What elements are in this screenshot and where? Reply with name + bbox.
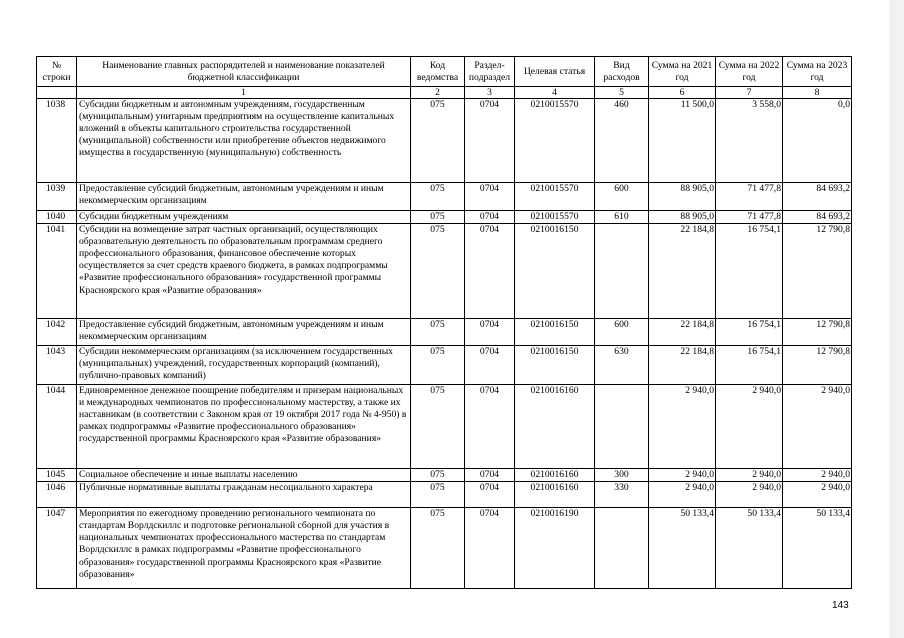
target-code: 0210016190 [515, 508, 595, 589]
section-code: 0704 [465, 482, 515, 508]
sum-2021: 2 940,0 [649, 482, 716, 508]
table-row [37, 346, 852, 385]
sum-2022: 3 558,0 [716, 99, 783, 183]
dept-code: 075 [411, 211, 465, 224]
dept-code: 075 [411, 482, 465, 508]
dept-code: 075 [411, 346, 465, 385]
column-number: 8 [783, 87, 852, 99]
sum-2022: 2 940,0 [716, 385, 783, 469]
sum-2021: 50 133,4 [649, 508, 716, 589]
row-name: Предоставление субсидий бюджетным, автономным учреждениям и иным некоммерческим организациям [77, 183, 411, 211]
row-number: 1042 [37, 319, 77, 346]
row-number: 1040 [37, 211, 77, 224]
sum-2022: 71 477,8 [716, 183, 783, 211]
dept-code: 075 [411, 224, 465, 319]
header-name: Наименование главных распорядителей и наименование показателей бюджетной классификации [77, 57, 411, 87]
sum-2021: 2 940,0 [649, 469, 716, 482]
row-name: Субсидии бюджетным и автономным учреждениям, государственным (муниципальным) унитарным предприятиям на осуществление капитальных вложений в объекты капитального строительства государственной (муниципальной) собственности или приобретение объектов недвижимого имущества в государственную (муниципальную) собственность [77, 99, 411, 183]
column-number: 4 [515, 87, 595, 99]
row-number: 1039 [37, 183, 77, 211]
section-code: 0704 [465, 346, 515, 385]
scan-margin [889, 0, 904, 638]
sum-2023: 12 790,8 [783, 346, 852, 385]
header-sum-2022: Сумма на 2022 год [716, 57, 783, 87]
sum-2023: 12 790,8 [783, 319, 852, 346]
dept-code: 075 [411, 469, 465, 482]
sum-2023: 2 940,0 [783, 385, 852, 469]
dept-code: 075 [411, 183, 465, 211]
column-number [37, 87, 77, 99]
expense-type: 300 [595, 469, 649, 482]
header-exp-type: Вид расходов [595, 57, 649, 87]
expense-type [595, 224, 649, 319]
row-number: 1038 [37, 99, 77, 183]
header-row-no: № строки [37, 57, 77, 87]
sum-2023: 2 940,0 [783, 469, 852, 482]
sum-2023: 0,0 [783, 99, 852, 183]
target-code: 0210015570 [515, 211, 595, 224]
header-row [37, 57, 852, 87]
page-number: 143 [832, 600, 849, 611]
table-row [37, 482, 852, 508]
expense-type: 600 [595, 183, 649, 211]
column-number: 6 [649, 87, 716, 99]
column-number-row [37, 87, 852, 99]
sum-2022: 2 940,0 [716, 469, 783, 482]
header-sum-2021: Сумма на 2021 год [649, 57, 716, 87]
row-name: Публичные нормативные выплаты гражданам несоциального характера [77, 482, 411, 508]
column-number: 3 [465, 87, 515, 99]
row-name: Единовременное денежное поощрение победителям и призерам национальных и международных чемпионатов по профессиональному мастерству, а также их наставникам (в соответствии с Законом края от 19 октября 2017 года № 4-950) в рамках подпрограммы «Развитие профессионального образования» государственной программы Красноярского края «Развитие образования» [77, 385, 411, 469]
target-code: 0210016160 [515, 482, 595, 508]
column-number: 7 [716, 87, 783, 99]
table-row [37, 99, 852, 183]
section-code: 0704 [465, 99, 515, 183]
table-row [37, 508, 852, 589]
header-sum-2023: Сумма на 2023 год [783, 57, 852, 87]
header-dept-code: Код ведомства [411, 57, 465, 87]
section-code: 0704 [465, 469, 515, 482]
sum-2022: 16 754,1 [716, 346, 783, 385]
section-code: 0704 [465, 211, 515, 224]
target-code: 0210016150 [515, 346, 595, 385]
row-name: Субсидии некоммерческим организациям (за исключением государственных (муниципальных) учреждений, государственных корпораций (компаний), публично-правовых компаний) [77, 346, 411, 385]
sum-2023: 50 133,4 [783, 508, 852, 589]
target-code: 0210016150 [515, 224, 595, 319]
table-row [37, 385, 852, 469]
section-code: 0704 [465, 183, 515, 211]
expense-type: 610 [595, 211, 649, 224]
dept-code: 075 [411, 385, 465, 469]
sum-2021: 88 905,0 [649, 183, 716, 211]
sum-2023: 84 693,2 [783, 183, 852, 211]
dept-code: 075 [411, 99, 465, 183]
row-number: 1047 [37, 508, 77, 589]
row-name: Субсидии бюджетным учреждениям [77, 211, 411, 224]
section-code: 0704 [465, 319, 515, 346]
sum-2021: 2 940,0 [649, 385, 716, 469]
row-name: Мероприятия по ежегодному проведению регионального чемпионата по стандартам Ворлдскиллс и подготовке региональной сборной для участия в национальных чемпионатах профессионального мастерства по стандартам Ворлдскиллс в рамках подпрограммы «Развитие профессионального образования» государственной программы Красноярского края «Развитие образования» [77, 508, 411, 589]
header-target: Целевая статья [515, 57, 595, 87]
sum-2022: 71 477,8 [716, 211, 783, 224]
column-number: 2 [411, 87, 465, 99]
target-code: 0210016160 [515, 385, 595, 469]
table-row [37, 319, 852, 346]
sum-2021: 22 184,8 [649, 224, 716, 319]
expense-type: 330 [595, 482, 649, 508]
row-number: 1043 [37, 346, 77, 385]
sum-2022: 50 133,4 [716, 508, 783, 589]
expense-type: 460 [595, 99, 649, 183]
sum-2022: 2 940,0 [716, 482, 783, 508]
row-name: Предоставление субсидий бюджетным, автономным учреждениям и иным некоммерческим организациям [77, 319, 411, 346]
row-number: 1041 [37, 224, 77, 319]
sum-2023: 12 790,8 [783, 224, 852, 319]
row-name: Субсидии на возмещение затрат частных организаций, осуществляющих образовательную деятельность по образовательным программам среднего профессионального образования, финансовое обеспечение которых осуществляется за счет средств краевого бюджета, в рамках подпрограммы «Развитие профессионального образования» государственной программы Красноярского края «Развитие образования» [77, 224, 411, 319]
dept-code: 075 [411, 508, 465, 589]
section-code: 0704 [465, 224, 515, 319]
expense-type [595, 508, 649, 589]
target-code: 0210016160 [515, 469, 595, 482]
table-row [37, 183, 852, 211]
sum-2023: 2 940,0 [783, 482, 852, 508]
table-row [37, 211, 852, 224]
target-code: 0210015570 [515, 183, 595, 211]
dept-code: 075 [411, 319, 465, 346]
sum-2022: 16 754,1 [716, 224, 783, 319]
section-code: 0704 [465, 508, 515, 589]
budget-table [36, 56, 852, 589]
expense-type: 630 [595, 346, 649, 385]
row-number: 1046 [37, 482, 77, 508]
sum-2021: 22 184,8 [649, 346, 716, 385]
sum-2021: 88 905,0 [649, 211, 716, 224]
sum-2021: 11 500,0 [649, 99, 716, 183]
sum-2022: 16 754,1 [716, 319, 783, 346]
row-name: Социальное обеспечение и иные выплаты населению [77, 469, 411, 482]
table-row [37, 469, 852, 482]
row-number: 1045 [37, 469, 77, 482]
expense-type: 600 [595, 319, 649, 346]
table-row [37, 224, 852, 319]
sum-2023: 84 693,2 [783, 211, 852, 224]
target-code: 0210015570 [515, 99, 595, 183]
target-code: 0210016150 [515, 319, 595, 346]
column-number: 1 [77, 87, 411, 99]
sum-2021: 22 184,8 [649, 319, 716, 346]
section-code: 0704 [465, 385, 515, 469]
column-number: 5 [595, 87, 649, 99]
header-section: Раздел-подраздел [465, 57, 515, 87]
expense-type [595, 385, 649, 469]
row-number: 1044 [37, 385, 77, 469]
